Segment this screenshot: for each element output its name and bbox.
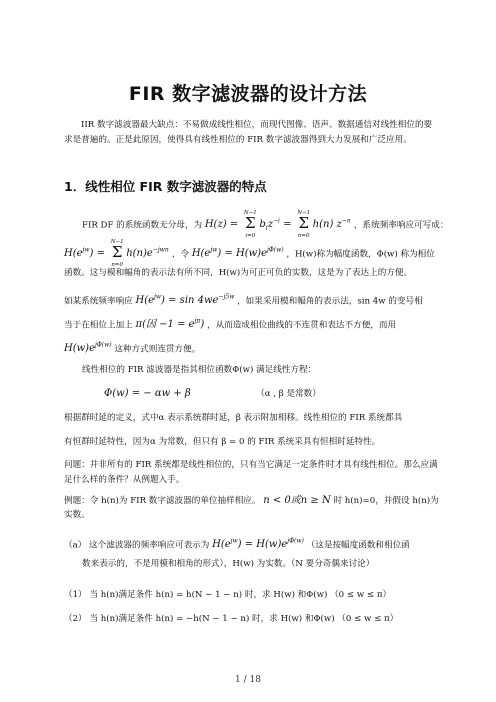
frequency-response-line xyxy=(64,239,438,269)
phase-jump-formula: π(因 $-1 = e^{j\pi}$) xyxy=(135,318,205,331)
let-text: ，令 xyxy=(171,249,190,260)
part-a-text: （a） 这个滤波器的频率响应可表示为 xyxy=(64,540,210,551)
example-line-2: 实数。 xyxy=(64,510,90,520)
linear-phase-definition: 线性相位的 FIR 滤波器是指其相位函数Φ(w) 满足线性方程： xyxy=(82,365,317,375)
convenient-form-text: 这种方式则连贯方便。 xyxy=(114,344,201,355)
example-response-line xyxy=(64,290,438,309)
part-a-tail: （这是按幅度函数和相位函 xyxy=(306,540,410,551)
convenient-form-formula: $H(w)e^{j\Phi(w)}$ xyxy=(64,342,112,355)
example-line xyxy=(64,493,438,509)
example-response-text: 如某系统频率响应 xyxy=(64,296,133,307)
convenient-form-line xyxy=(64,338,438,357)
example-response-tail: ，如果采用模和幅角的表示法，sin 4w 的变号相 xyxy=(237,296,423,307)
linear-phase-equation-line xyxy=(104,386,438,402)
question-paragraph: 问题：并非所有的 FIR 系统都是线性相位的，只有当它满足一定条件时才具有线性相位。那么应满足什么样的条件？从例题入手。 xyxy=(64,460,438,485)
page-number: 1 / 18 xyxy=(235,675,261,685)
example-response-formula: $H(e^{jw}) = \sin 4we^{-j5w}$ xyxy=(135,294,235,307)
group-delay-line-2: 有恒群时延特性，因为α 为常数，但只有 β = 0 的 FIR 系统采具有恒相时延特性。 xyxy=(64,437,381,447)
intro-paragraph: IIR 数字滤波器最大缺点：不易做成线性相位，而现代图像、语声、数据通信对线性相位的要求是普遍的。正是此原因，使得具有线性相位的 FIR 数字滤波器得到大力发展和广泛应用。 xyxy=(64,120,433,145)
case-1-line: （1） 当 h(n)满足条件 h(n) = h(N − 1 − n) 时，求 H(w) 和Φ(w) （0 ≤ w ≤ π） xyxy=(64,590,392,600)
example-tail: 时 h(n)=0，并假设 h(n)为 xyxy=(333,496,439,506)
phase-jump-text: 当于在相位上加上 xyxy=(64,320,133,331)
part-a-line xyxy=(64,534,438,553)
system-function-tail: ，系统频率响应可写成： xyxy=(353,220,449,231)
system-function-line xyxy=(82,210,449,240)
constants-note: （α , β 是常数） xyxy=(256,389,321,399)
amplitude-phase-formula: $H(e^{jw}) = H(w)e^{j\Phi(w)}$ xyxy=(191,247,284,260)
frequency-response-formula: $H(e^{jw})$ = N−1 Σ n=0 $h(n)e^{-jwn}$ xyxy=(64,239,169,269)
case-2-line: （2） 当 h(n)满足条件 h(n) = −h(N − 1 − n) 时，求 H(w) 和Φ(w) （0 ≤ w ≤ π） xyxy=(64,614,399,624)
example-condition: n < 0或n ≥ N xyxy=(263,495,331,506)
system-function-formula: H(z) = N−1 Σ i=0 $b_iz^{-i}$ = N−1 Σ n=0 h(n) $z^{-n}$ xyxy=(204,210,351,240)
amplitude-function-text: ，H(w)称为幅度函数，Φ(w) 称为相位 xyxy=(286,249,435,260)
phase-jump-tail: ，从而造成相位曲线的不连贯和表达不方便，而用 xyxy=(207,320,397,331)
phase-function-line: 函数。这与模和幅角的表示法有所不同，H(w)为可正可负的实数，这是为了表达上的方便。 xyxy=(64,268,413,278)
phase-jump-line xyxy=(64,314,438,333)
part-a-formula: $H(e^{jw}) = H(w)e^{j\Phi(w)}$ xyxy=(212,538,304,551)
linear-phase-equation: Φ(w) = − αw + β xyxy=(104,388,191,399)
system-function-text: FIR DF 的系统函数无分母，为 xyxy=(82,220,203,231)
page-title: FIR 数字滤波器的设计方法 xyxy=(128,83,368,105)
group-delay-line-1: 根据群时延的定义，式中α 表示系统群时延，β 表示附加相移。线性相位的 FIR 系统都具 xyxy=(64,413,403,423)
part-a-line-2: 数来表示的，不是用模和相角的形式），H(w) 为实数。（N 要分奇偶来讨论） xyxy=(82,559,375,569)
example-text: 例题：令 h(n)为 FIR 数字滤波器的单位抽样相应。 xyxy=(64,496,261,506)
section-heading: 1．线性相位 FIR 数字滤波器的特点 xyxy=(64,179,267,194)
